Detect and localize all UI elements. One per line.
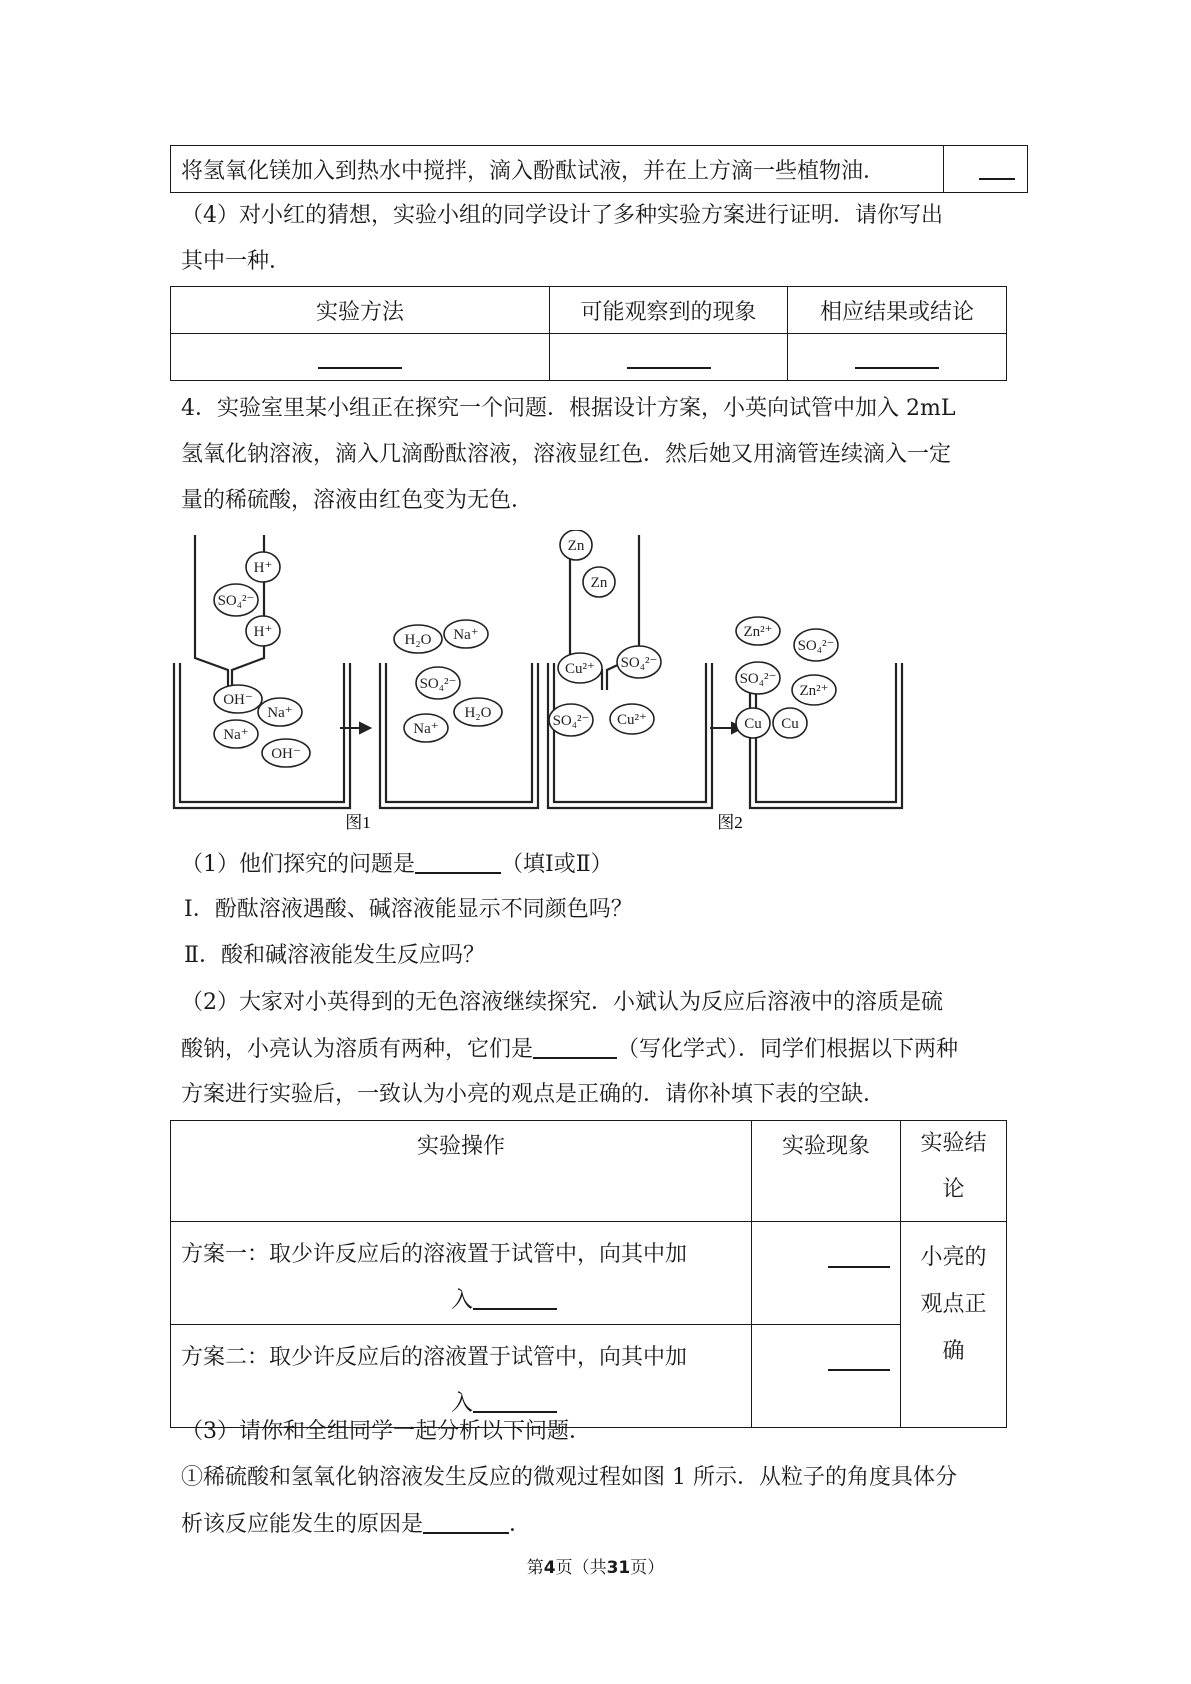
part3-line3 [181,1510,531,1539]
fig2-label: 图2 [717,813,743,830]
particle-label: Zn²⁺ [743,624,773,640]
answer-blank[interactable] [828,1347,890,1371]
part3-line2: ①稀硫酸和氢氧化钠溶液发生反应的微观过程如图 1 所示．从粒子的角度具体分 [181,1465,957,1490]
particle-label: H⁺ [253,624,273,640]
phenomenon-header: 可能观察到的现象 [550,287,788,334]
part2-line1: （2）大家对小英得到的无色溶液继续探究．小斌认为反应后溶液中的溶质是硫 [181,990,943,1015]
part1-line [181,850,613,879]
part3-line1: （3）请你和全组同学一起分析以下问题． [181,1419,591,1444]
part3-line3-after: ． [509,1512,532,1537]
conclusion-cell [901,1222,1007,1428]
plan1-line2-wrap [181,1278,741,1324]
top-table [170,145,1028,193]
plan2-operation [171,1325,752,1428]
top-table-answer-cell[interactable] [944,146,1028,193]
particle-label: OH⁻ [271,746,301,762]
particle-label: Zn [590,575,608,591]
page-footer [0,1553,1191,1578]
plan1-operation [171,1222,752,1325]
particle-label: SO₄²⁻ [552,713,590,729]
answer-blank[interactable] [423,1510,509,1534]
q3-part4-line1: （4）对小红的猜想，实验小组的同学设计了多种实验方案进行证明．请你写出 [181,203,943,228]
conclusion-header-l1: 实验结 [920,1131,987,1156]
particle-label: Na⁺ [453,627,479,643]
phenomenon-answer-cell[interactable] [550,334,788,381]
particle-label: Cu [744,716,762,732]
top-table-text-value: 将氢氧化镁加入到热水中搅拌，滴入酚酞试液，并在上方滴一些植物油． [181,158,886,184]
footer-page-number: 4 [543,1558,556,1578]
fig1-beaker-before [174,663,350,808]
q4-line2: 氢氧化钠溶液，滴入几滴酚酞溶液，溶液显红色．然后她又用滴管连续滴入一定 [181,442,952,467]
particle-label: Cu [781,716,799,732]
plan2-line2: 入 [450,1391,473,1416]
particle-label: SO₄²⁻ [739,671,777,687]
part1-text-after: （填Ⅰ或Ⅱ） [501,852,613,877]
answer-blank[interactable] [473,1286,557,1310]
plan-table [170,1120,1007,1428]
footer-p2: 页（共 [555,1558,607,1578]
conclusion-header: 相应结果或结论 [788,287,1007,334]
reaction-figures [170,530,930,830]
particle-label: Cu²⁺ [617,712,647,728]
part2-line3: 方案进行实验后，一致认为小亮的观点是正确的．请你补填下表的空缺． [181,1082,886,1107]
fig1-label: 图1 [345,813,371,830]
plan1-phenomenon-cell[interactable] [752,1222,901,1325]
plan1-line1: 方案一：取少许反应后的溶液置于试管中，向其中加 [181,1242,688,1267]
q4-line1: 4．实验室里某小组正在探究一个问题．根据设计方案，小英向试管中加入 2mL [181,396,956,421]
particle-label: Cu²⁺ [565,661,595,677]
operation-header: 实验操作 [171,1121,752,1222]
conclusion-header [901,1121,1007,1222]
method-header: 实验方法 [171,287,550,334]
footer-p3: 页） [630,1558,665,1578]
answer-blank[interactable] [318,345,402,369]
part1-text-before: （1）他们探究的问题是 [181,852,415,877]
particle-label: Na⁺ [223,727,249,743]
particle-label: SO₄²⁻ [797,638,835,654]
particle-label: H₂O [464,705,492,721]
conclusion-l3: 确 [942,1339,965,1364]
particle-label: SO₄²⁻ [217,593,255,609]
q4-line3: 量的稀硫酸，溶液由红色变为无色． [181,488,534,513]
particle-label: SO₄²⁻ [620,655,658,671]
particle-label: Zn²⁺ [799,683,829,699]
footer-p1: 第 [526,1558,544,1578]
part3-line3-before: 析该反应能发生的原因是 [181,1512,424,1537]
conclusion-l2: 观点正 [920,1292,987,1317]
conclusion-answer-cell[interactable] [788,334,1007,381]
answer-blank[interactable] [828,1244,890,1268]
footer-total-pages: 31 [606,1558,631,1578]
particle-label: SO₄²⁻ [419,676,457,692]
top-table-text [171,146,944,193]
method-table [170,286,1007,381]
part2-line2-after: （写化学式）．同学们根据以下两种 [617,1037,959,1062]
part1-option1: Ⅰ．酚酞溶液遇酸、碱溶液能显示不同颜色吗？ [184,897,633,922]
particle-label: H⁺ [253,560,273,576]
particle-label: OH⁻ [223,692,253,708]
particle-label: Zn [567,538,585,554]
particle-label: Na⁺ [267,705,293,721]
answer-blank[interactable] [979,156,1015,180]
answer-blank[interactable] [473,1389,557,1413]
particle-label: Na⁺ [413,721,439,737]
answer-blank[interactable] [415,850,501,874]
part1-option2: Ⅱ．酸和碱溶液能发生反应吗？ [184,943,485,968]
particle-label: H₂O [404,632,432,648]
conclusion-header-l2: 论 [942,1177,965,1202]
method-answer-cell[interactable] [171,334,550,381]
answer-blank[interactable] [855,345,939,369]
answer-blank[interactable] [533,1035,617,1059]
plan1-line2: 入 [450,1288,473,1313]
q3-part4-line2: 其中一种． [181,249,292,274]
conclusion-l1: 小亮的 [920,1245,987,1270]
plan2-line1: 方案二：取少许反应后的溶液置于试管中，向其中加 [181,1345,688,1370]
answer-blank[interactable] [627,345,711,369]
part2-line2-before: 酸钠，小亮认为溶质有两种，它们是 [181,1037,534,1062]
part2-line2 [181,1035,958,1064]
phenomenon-header: 实验现象 [752,1121,901,1222]
plan2-phenomenon-cell[interactable] [752,1325,901,1428]
